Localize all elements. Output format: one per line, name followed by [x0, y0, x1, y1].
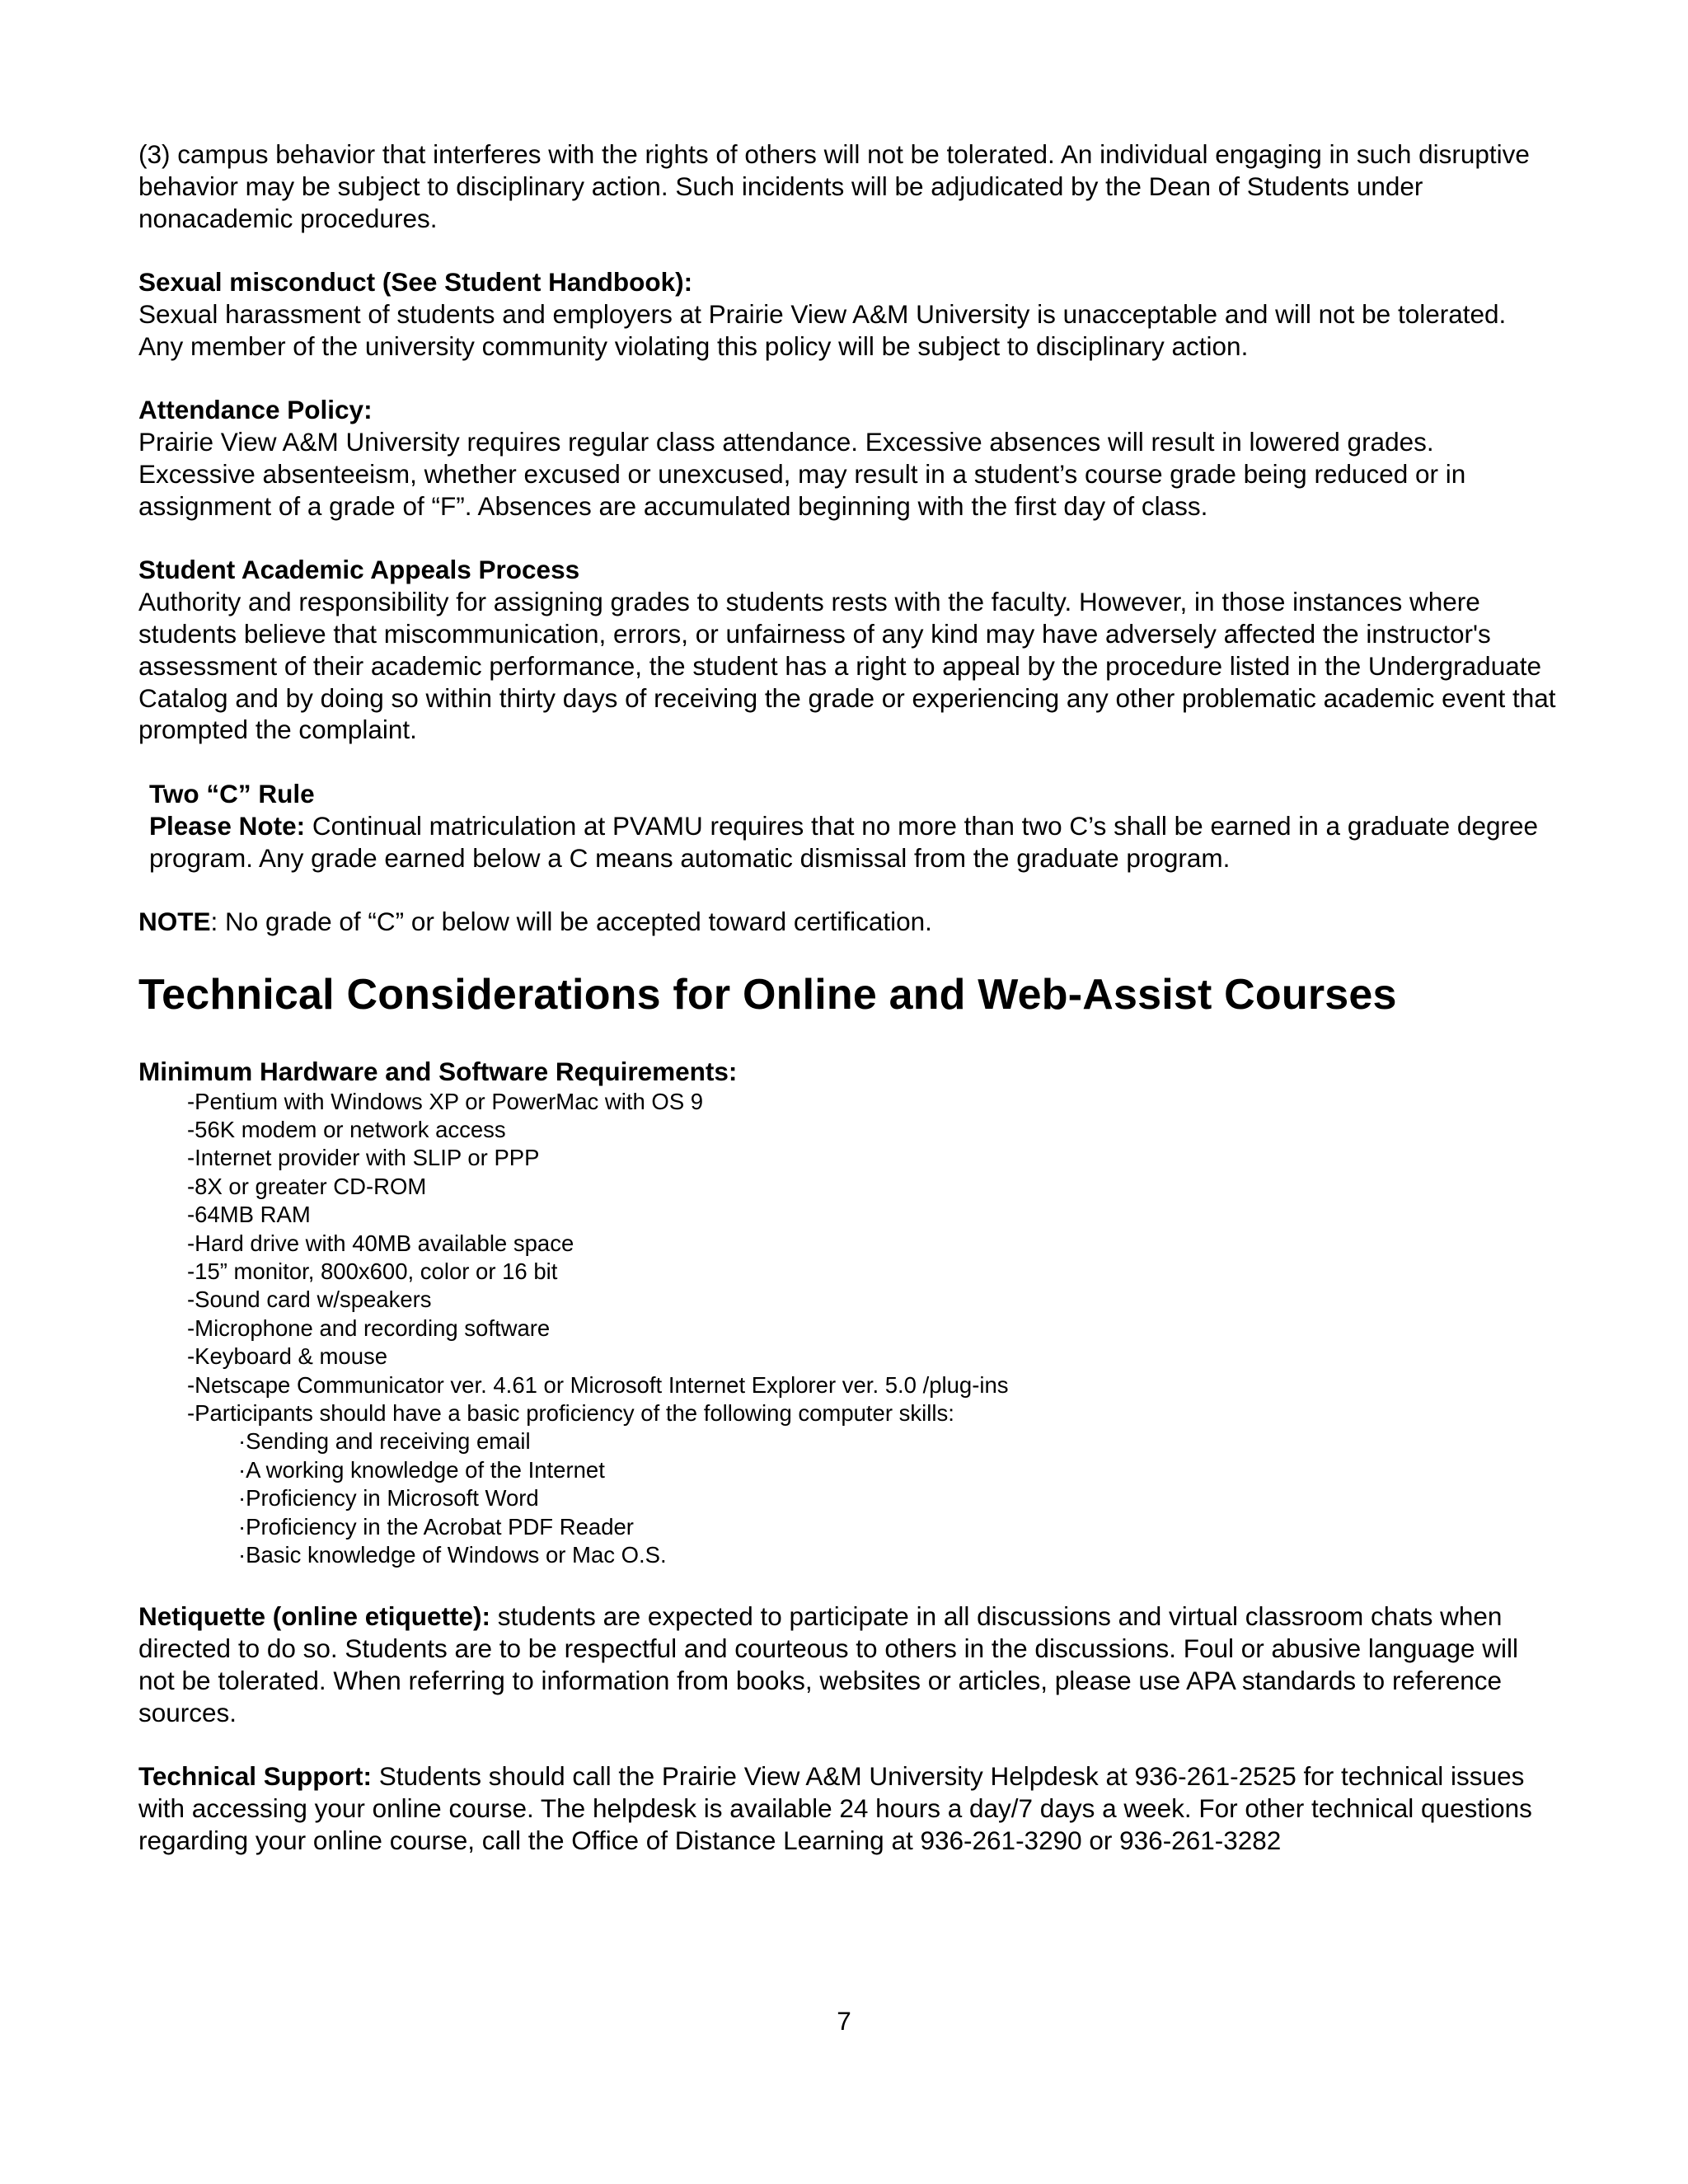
requirement-item: -Sound card w/speakers	[187, 1286, 432, 1313]
sexual-misconduct-heading: Sexual misconduct (See Student Handbook):	[138, 267, 693, 298]
netiquette-paragraph	[138, 1601, 1556, 1728]
two-c-rule-heading: Two “C” Rule	[149, 778, 315, 808]
skills-list	[187, 1427, 1556, 1569]
attendance-text: Prairie View A&M University requires regular class attendance. Excessive absences will result in lowered grades. Excessive absenteeism, whether excused or unexcused, may result in a student’s course grade being reduced or in assignment of a grade of “F”. Absences are accumulated beginning with the first day of class.	[138, 427, 1466, 521]
sexual-misconduct-text: Sexual harassment of students and employers at Prairie View A&M University is unacceptable and will not be tolerated. Any member of the university community violating this policy will be subject to disciplinary action.	[138, 298, 1507, 361]
skill-item: ·Basic knowledge of Windows or Mac O.S.	[238, 1542, 667, 1568]
skill-item: ·Proficiency in the Acrobat PDF Reader	[238, 1513, 634, 1540]
requirements-section	[138, 1056, 1556, 1570]
appeals-heading: Student Academic Appeals Process	[138, 555, 580, 585]
note-label: NOTE	[138, 907, 211, 937]
netiquette-heading: Netiquette (online etiquette):	[138, 1601, 490, 1632]
requirement-item-skills	[187, 1399, 1556, 1569]
requirement-item: -Microphone and recording software	[187, 1315, 551, 1341]
tech-support-paragraph	[138, 1760, 1556, 1856]
skill-item: ·A working knowledge of the Internet	[238, 1456, 605, 1483]
tech-support-text: Students should call the Prairie View A&M University Helpdesk at 936-261-2525 for technical issues with accessing your online course. The helpdesk is available 24 hours a day/7 days a week. For other technical questions regarding your online course, call the Office of Distance Learning at 936-261-3290 or 936-261-3282	[138, 1761, 1532, 1855]
requirement-item: -64MB RAM	[187, 1202, 311, 1228]
sexual-misconduct-section	[138, 266, 1556, 362]
netiquette-text: students are expected to participate in all discussions and virtual classroom chats when directed to do so. Students are to be respectful and courteous to others in the discussions. Foul or abusive language will not be tolerated. When referring to information from books, websites or articles, please use APA standards to reference sources.	[138, 1601, 1518, 1727]
page-number: 7	[837, 2006, 851, 2036]
two-c-rule-section	[138, 778, 1556, 874]
requirements-heading: Minimum Hardware and Software Requirements:	[138, 1056, 738, 1086]
requirement-item: -Hard drive with 40MB available space	[187, 1230, 574, 1256]
requirements-list	[138, 1088, 1556, 1570]
appeals-section	[138, 554, 1556, 746]
attendance-heading: Attendance Policy:	[138, 395, 373, 425]
requirement-item: -Netscape Communicator ver. 4.61 or Microsoft Internet Explorer ver. 5.0 /plug-ins	[187, 1371, 1009, 1398]
two-c-rule-paragraph	[149, 810, 1556, 874]
requirement-item: -15” monitor, 800x600, color or 16 bit	[187, 1258, 558, 1284]
two-c-rule-text: Continual matriculation at PVAMU requires that no more than two C’s shall be earned in a graduate degree program. Any grade earned below a C means automatic dismissal from the graduate program.	[149, 810, 1539, 873]
attendance-section	[138, 394, 1556, 522]
requirement-item: -56K modem or network access	[187, 1116, 506, 1142]
please-note-label: Please Note:	[149, 810, 306, 841]
skill-item: ·Proficiency in Microsoft Word	[238, 1485, 539, 1511]
document-page	[138, 138, 1556, 1889]
section-title: Technical Considerations for Online and Web-Assist Courses	[138, 970, 1397, 1019]
skill-item: ·Sending and receiving email	[238, 1428, 531, 1455]
requirement-item: -Internet provider with SLIP or PPP	[187, 1145, 540, 1171]
certification-note	[138, 906, 1556, 938]
requirement-item: -8X or greater CD-ROM	[187, 1173, 427, 1199]
appeals-text: Authority and responsibility for assigning grades to students rests with the faculty. However, in those instances where students believe that miscommunication, errors, or unfairness of any kind may have adversely affected the instructor's assessment of their academic performance, the student has a right to appeal by the procedure listed in the Undergraduate Catalog and by doing so within thirty days of receiving the grade or experiencing any other problematic academic event that prompted the complaint.	[138, 587, 1556, 745]
intro-paragraph: (3) campus behavior that interferes with the rights of others will not be tolerated. An individual engaging in such disruptive behavior may be subject to disciplinary action. Such incidents will be adjudicated by the Dean of Students under nonacademic procedures.	[138, 139, 1530, 233]
tech-support-heading: Technical Support:	[138, 1761, 372, 1792]
note-text: : No grade of “C” or below will be accepted toward certification.	[210, 907, 932, 937]
requirement-item: -Pentium with Windows XP or PowerMac with OS 9	[187, 1088, 704, 1114]
requirement-item-text: -Participants should have a basic proficiency of the following computer skills:	[187, 1399, 954, 1426]
requirement-item: -Keyboard & mouse	[187, 1343, 388, 1370]
